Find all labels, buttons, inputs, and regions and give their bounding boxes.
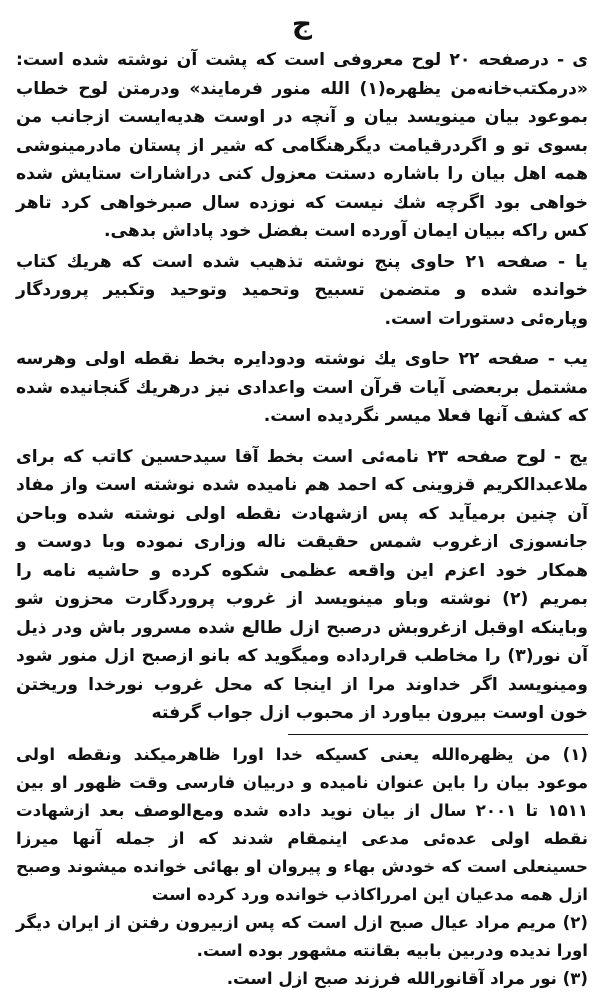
entry-text: - درصفحه ۲۰ لوح معروفی است که پشت آن نوشته شده است: «درمکتب‌خانه‌من یظهره(۱) الله منور فرمایند» ودرمتن لوح خطاب بموعود بیان مینویسد بیان و آنچه در اوست هدیه‌ایست ازجانب من بسوی تو و اگردرقیامت دیگرهنگامی که شیر از پستان مادرمینوشی همه اهل بیان را باشاره دستت معزول کنی دراشارات ستایش شده خواهی بود اگرچه شك نیست که نوزده سال صبرخواهی کرد تاهر کس راکه ببیان ایمان آورده است بفضل خود پاداش بدهی. (16, 50, 589, 241)
entry-key: ی (572, 50, 588, 70)
footnote-2: (۲) مریم مراد عیال صبح ازل است که پس ازبیرون رفتن از ایران دیگر اورا ندیده ودربین بابیه بقانته مشهور بوده است. (16, 912, 588, 960)
entry-text: - صفحه ۲۲ حاوی یك نوشته ودودایره بخط نقطه اولی وهرسه مشتمل بربعضی آیات قرآن است واعدادی نیز درهریك گنجانیده شده که کشف آنها فعلا میسر نگردیده است. (16, 349, 588, 426)
entry-text: - صفحه ۲۱ حاوی پنج نوشته تذهیب شده است که هریك کتاب خوانده شده و متضمن تسبیح وتحمید وتوحید وتکبیر پروردگار وپاره‌ئی دستورات است. (16, 251, 588, 329)
footnote-3: (۳) نور مراد آقانورالله فرزند صبح ازل است. (226, 968, 588, 988)
entry-ya (16, 46, 588, 246)
entry-yj (16, 443, 588, 728)
footnotes (16, 741, 588, 993)
footnote-1: (۱) من یظهره‌الله یعنی کسیکه خدا اورا ظاهرمیکند ونقطه اولی موعود بیان را باین عنوان نامیده و دربیان فارسی وقت ظهور او بین ۱۵۱۱ تا ۲۰۰۱ سال از بیان نوید داده شده ومع‌الوصف بعد ازشهادت نقطه اولی عده‌ئی مدعی اینمقام شدند که از جمله آنها میرزا حسینعلی است که خودش بهاء و پیروان او بهائی خوانده میشوند وصبح ازل همه مدعیان این امرراکاذب خوانده ورد کرده است (16, 744, 589, 904)
entry-key: یب (563, 349, 589, 369)
page-letter: ج (291, 7, 313, 40)
footnote-divider (288, 734, 588, 735)
entry-yaa (16, 248, 588, 334)
entry-yb (16, 345, 588, 431)
entry-key: یا (575, 251, 589, 272)
entry-text: - لوح صفحه ۲۳ نامه‌ئی است بخط آقا سیدحسین کاتب که برای ملاعبدالکریم قزوینی که احمد هم نامیده شده نوشته است واز مفاد آن چنین برمیآید که پس ازشهادت نقطه اولی نوشته شده وباحن جانسوزی ازغروب شمس حقیقت ناله وزاری نموده وبا دوست و همکار خود اعزم این واقعه عظمی شکوه کرده و حاشیه نامه را بمریم (۲) نوشته وباو مینویسد از غروب پروردگارت محزون شو وباینکه اوقبل ازغروبش درصبح ازل طالع شده مسرور باش ودر ذیل آن نور(۳) را مخاطب قرارداده ومیگوید که بانو ازصبح ازل منور شود ومینویسد اگر خداوند مرا از اینجا که محل غروب نورخدا وریختن خون اوست بیرون بیاورد از محبوب ازل جواب گرفته (16, 446, 588, 723)
entry-key: یج (569, 446, 588, 467)
